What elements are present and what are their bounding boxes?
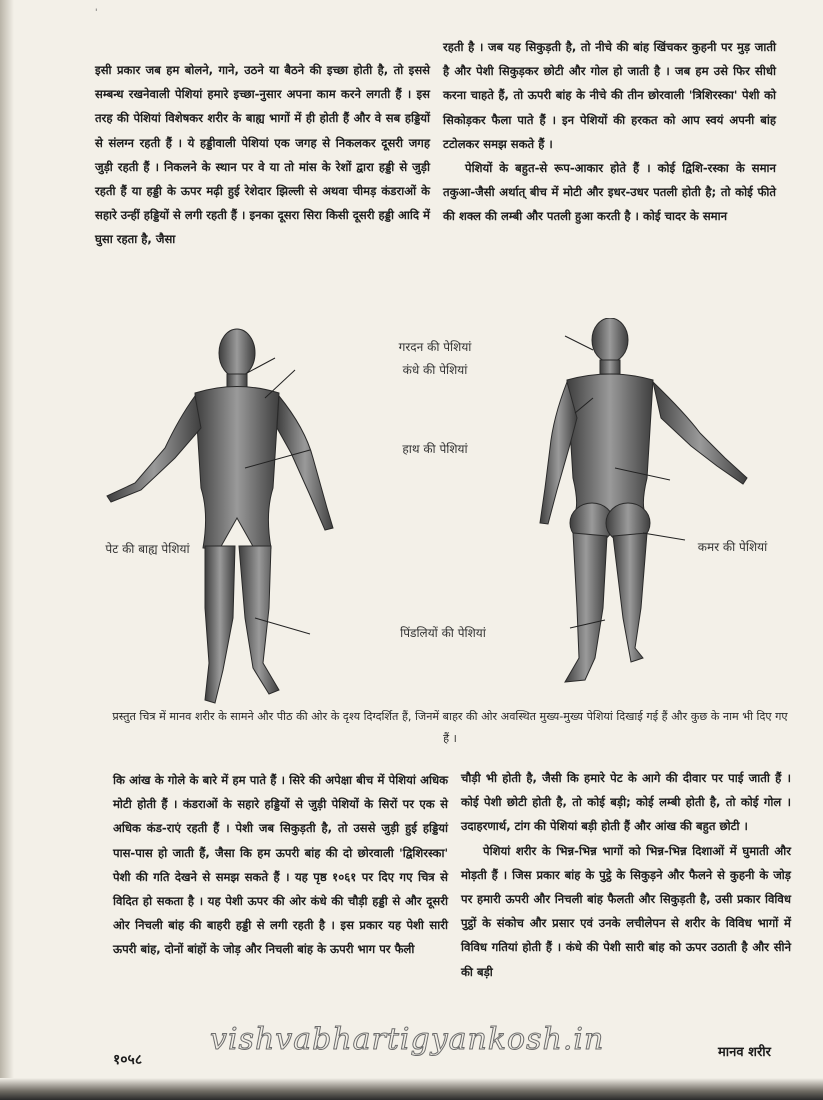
label-shoulder-muscles: कंधे की पेशियां [402,363,468,377]
page-bottom-shadow [0,1078,823,1100]
paragraph: पेशियों के बहुत-से रूप-आकार होते हैं । कोई द्विशि-रस्का के समान तकुआ-जैसी अर्थात् बीच में मोटी और इधर-उधर पतली होती है; तो कोई फीते की शक्ल की लम्बी और पतली हुआ करती है । कोई चादर के समान [443,161,776,224]
label-neck-muscles: गरदन की पेशियां [398,340,472,354]
muscle-figure [95,318,785,708]
bottom-left-column [113,768,448,962]
corner-mark: ' [95,8,98,18]
watermark: vishvabhartigyankosh.in [210,1022,605,1057]
label-calf-muscles: पिंडलियों की पेशियां [400,626,486,640]
paragraph: इसी प्रकार जब हम बोलने, गाने, उठने या बैठने की इच्छा होती है, तो इससे सम्बन्ध रखनेवाली पेशियां हमारे इच्छा-नुसार अपना काम करने लगती हैं । इस तरह की पेशियां विशेषकर शरीर के बाह्य भागों में ही होती हैं और वे सब हड्डियों से संलग्न रहती हैं । ये हड्डीवाली पेशियां एक जगह से निकलकर दूसरी जगह जुड़ी रहती हैं । निकलने के स्थान पर वे या तो मांस के रेशों द्वारा हड्डी से जुड़ी रहती हैं या हड्डी के ऊपर मढ़ी हुई रेशेदार झिल्ली से अथवा चीमड़ कंडराओं के सहारे उन्हीं हड्डियों से लगी रहती हैं । इनका दूसरा सिरा किसी दूसरी हड्डी आदि में घुसा रहता है, जैसा [95,63,430,247]
paragraph: रहती है । जब यह सिकुड़ती है, तो नीचे की बांह खिंचकर कुहनी पर मुड़ जाती है और पेशी सिकुड़कर छोटी और गोल हो जाती है । जब हम उसे फिर सीधी करना चाहते हैं, तो ऊपरी बांह के नीचे की तीन छोरवाली 'त्रिशिरस्का' पेशी को सिकोड़कर फैला पाते हैं । इन पेशियों की हरकत को आप स्वयं अपनी बांह टटोलकर समझ सकते हैं । [443,40,776,151]
paragraph: कि आंख के गोले के बारे में हम पाते हैं । सिरे की अपेक्षा बीच में पेशियां अधिक मोटी होती हैं । कंडराओं के सहारे हड्डियों से जुड़ी पेशियों के सिरों पर एक से अधिक कंड-राएं रहती हैं । पेशी जब सिकुड़ती है, तो उससे जुड़ी हुई हड्डियां पास-पास हो जाती हैं, जैसा कि हम ऊपरी बांह की दो छोरवाली 'द्विशिरस्का' पेशी की गति देखने से समझ सकते हैं । यह पृष्ठ १०६१ पर दिए गए चित्र से विदित हो सकता है । यह पेशी ऊपर की ओर कंधे की चौड़ी हड्डी से और दूसरी ओर निचली बांह की बाहरी हड्डी से लगी रहती है । इस प्रकार यह पेशी सारी ऊपरी बांह, दोनों बांहों के जोड़ और निचली बांह के ऊपरी भाग पर फैली [113,773,448,957]
paragraph: चौड़ी भी होती है, जैसी कि हमारे पेट के आगे की दीवार पर पाई जाती हैं । कोई पेशी छोटी होती है, तो कोई बड़ी; कोई लम्बी होती है, तो कोई गोल । उदाहरणार्थ, टांग की पेशियां बड़ी होती हैं और आंख की बहुत छोटी । [461,771,791,834]
figure-caption: प्रस्तुत चित्र में मानव शरीर के सामने और पीठ की ओर के दृश्य दिग्दर्शित हैं, जिनमें बाहर की ओर अवस्थित मुख्य-मुख्य पेशियां दिखाई गई हैं और कुछ के नाम भी दिए गए हैं । [112,710,788,745]
label-waist-muscles: कमर की पेशियां [697,540,768,554]
top-left-column [95,58,430,252]
bottom-right-column [461,766,791,984]
running-title: मानव शरीर [718,1045,771,1060]
front-body-figure [107,329,333,703]
paragraph: पेशियां शरीर के भिन्न-भिन्न भागों को भिन्न-भिन्न दिशाओं में घुमाती और मोड़ती हैं । जिस प्रकार बांह के पुट्ठे के सिकुड़ने और फैलने से कुहनी के जोड़ पर हमारी ऊपरी और निचली बांह फैलती और सिकुड़ती है, उसी प्रकार विविध पुट्ठों के संकोच और प्रसार एवं उनके लचीलेपन से शरीर के विविध भागों में विविध गतियां होती हैं । कंधे की पेशी सारी बांह को ऊपर उठाती है और सीने की बड़ी [461,843,791,979]
label-abdomen-muscles: पेट की बाह्य पेशियां [105,542,190,556]
page-number: १०५८ [113,1052,143,1068]
label-arm-muscles: हाथ की पेशियां [402,442,468,456]
page-edge-shadow [0,0,14,1100]
top-right-column [443,35,776,229]
